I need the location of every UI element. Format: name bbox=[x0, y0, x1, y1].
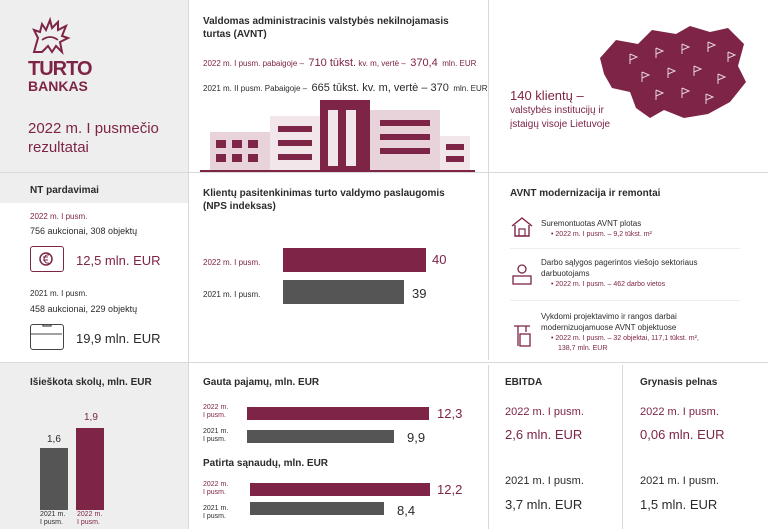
income-value-2021: 9,9 bbox=[407, 430, 426, 445]
nps-value-2021: 39 bbox=[412, 286, 427, 301]
worker-desk-icon bbox=[510, 262, 534, 286]
income-label-2021-line1: 2021 m. bbox=[203, 428, 229, 435]
mod-item1-bullet: • 2022 m. I pusm. – 9,2 tūkst. m² bbox=[551, 231, 652, 238]
net-profit-p1-label: 2022 m. I pusm. bbox=[640, 406, 719, 418]
income-label-2022-line2: I pusm. bbox=[203, 412, 226, 419]
debt-value-2022: 1,9 bbox=[84, 412, 98, 423]
clients-desc-line1: valstybės institucijų ir bbox=[510, 105, 604, 116]
expenses-label-2021-line1: 2021 m. bbox=[203, 505, 229, 512]
income-title: Gauta pajamų, mln. EUR bbox=[203, 377, 320, 388]
net-profit-p2-label: 2021 m. I pusm. bbox=[640, 475, 719, 487]
ebitda-p1-value: 2,6 mln. EUR bbox=[505, 427, 583, 442]
brand-panel bbox=[0, 0, 188, 172]
debt-label-2021-line1: 2021 m. bbox=[40, 511, 66, 518]
mod-item1-bullet-text: 2022 m. I pusm. – 9,2 tūkst. m² bbox=[555, 231, 652, 238]
mod-item2-heading-line2: darbuotojams bbox=[541, 269, 590, 278]
ebitda-p1-label: 2022 m. I pusm. bbox=[505, 406, 584, 418]
avnt-line-2021 bbox=[203, 78, 488, 96]
report-title-line2: rezultatai bbox=[28, 139, 89, 156]
logo-text-bottom: BANKAS bbox=[28, 78, 88, 94]
debt-bar-2021 bbox=[40, 448, 68, 510]
mod-item3-heading-line1: Vykdomi projektavimo ir rangos darbai bbox=[541, 312, 677, 321]
expenses-label-2021-line2: I pusm. bbox=[203, 513, 226, 520]
building-illustration-icon bbox=[200, 96, 475, 172]
avnt-line-2022 bbox=[203, 53, 476, 71]
avnt-2022-prefix: 2022 m. I pusm. pabaigoje – bbox=[203, 59, 304, 68]
income-label-2022-line1: 2022 m. bbox=[203, 404, 229, 411]
nt-sales-title: NT pardavimai bbox=[30, 185, 99, 196]
nt-sales-p1-label: 2022 m. I pusm. bbox=[30, 212, 88, 221]
net-profit-p1-value: 0,06 mln. EUR bbox=[640, 427, 725, 442]
income-label-2021-line2: I pusm. bbox=[203, 436, 226, 443]
income-bar-2022 bbox=[247, 407, 429, 420]
net-profit-p2-value: 1,5 mln. EUR bbox=[640, 497, 718, 512]
clients-count: 140 klientų – bbox=[510, 88, 584, 103]
divider bbox=[188, 0, 189, 529]
mod-item3-bullet-line2: 138,7 mln. EUR bbox=[558, 345, 608, 352]
mod-item3-heading-line2: modernizuojamuose AVNT objektuose bbox=[541, 323, 677, 332]
nt-sales-p1-value: 12,5 mln. EUR bbox=[76, 253, 161, 268]
crane-building-icon bbox=[510, 322, 534, 348]
expenses-value-2022: 12,2 bbox=[437, 482, 463, 497]
expenses-title: Patirta sąnaudų, mln. EUR bbox=[203, 458, 329, 469]
briefcase-icon bbox=[30, 324, 64, 350]
avnt-title-line2: turtas (AVNT) bbox=[203, 29, 267, 40]
debt-label-2022-line1: 2022 m. bbox=[77, 511, 103, 518]
nt-sales-p2-detail: 458 aukcionai, 229 objektų bbox=[30, 304, 138, 314]
avnt-2021-area: 665 tūkst. kv. m, vertė – 370 bbox=[311, 82, 449, 94]
ebitda-title: EBITDA bbox=[505, 377, 543, 388]
avnt-title-line1: Valdomas administracinis valstybės nekilnojamasis bbox=[203, 16, 449, 27]
nt-sales-p1-detail: 756 aukcionai, 308 objektų bbox=[30, 226, 138, 236]
griffin-logo-icon bbox=[28, 14, 72, 56]
nt-sales-p2-label: 2021 m. I pusm. bbox=[30, 289, 88, 298]
divider bbox=[488, 365, 489, 529]
mod-item3-bullet-line1: 2022 m. I pusm. – 32 objektai, 117,1 tūkst. m², bbox=[555, 335, 699, 342]
avnt-2022-value: 370,4 bbox=[410, 57, 438, 69]
nps-value-2022: 40 bbox=[432, 252, 447, 267]
expenses-value-2021: 8,4 bbox=[397, 503, 416, 518]
divider bbox=[488, 0, 489, 360]
debt-value-2021: 1,6 bbox=[47, 434, 61, 445]
divider bbox=[510, 248, 740, 249]
nps-title-line2: (NPS indeksas) bbox=[203, 201, 276, 212]
mod-item3-bullet: • 2022 m. I pusm. – 32 objektai, 117,1 tūkst. m², bbox=[551, 335, 699, 342]
expenses-label-2022-line1: 2022 m. bbox=[203, 481, 229, 488]
divider bbox=[622, 365, 623, 529]
expenses-label-2022-line2: I pusm. bbox=[203, 489, 226, 496]
mod-item2-bullet: • 2022 m. I pusm. – 462 darbo vietos bbox=[551, 281, 666, 288]
ebitda-p2-label: 2021 m. I pusm. bbox=[505, 475, 584, 487]
nps-bar-2021 bbox=[283, 280, 404, 304]
expenses-bar-2022 bbox=[250, 483, 430, 496]
nps-row-label: 2022 m. I pusm. bbox=[203, 258, 261, 267]
avnt-2021-prefix: 2021 m. II pusm. Pabaigoje – bbox=[203, 84, 308, 93]
clients-desc-line2: įstaigų visoje Lietuvoje bbox=[510, 119, 611, 130]
briefcase-euro-icon bbox=[30, 246, 64, 272]
nps-bar-2022 bbox=[283, 248, 426, 272]
report-title-line1: 2022 m. I pusmečio bbox=[28, 120, 159, 137]
nt-sales-p2-value: 19,9 mln. EUR bbox=[76, 331, 161, 346]
lithuania-map-icon bbox=[590, 18, 750, 126]
modernization-title: AVNT modernizacija ir remontai bbox=[510, 188, 661, 199]
nps-row-label: 2021 m. I pusm. bbox=[203, 290, 261, 299]
ebitda-p2-value: 3,7 mln. EUR bbox=[505, 497, 583, 512]
income-bar-2021 bbox=[247, 430, 394, 443]
mod-item2-heading-line1: Darbo sąlygos pagerintos viešojo sektoriaus bbox=[541, 258, 698, 267]
avnt-2022-unit: kv. m, vertė – bbox=[356, 59, 406, 68]
nps-title-line1: Klientų pasitenkinimas turto valdymo paslaugomis bbox=[203, 188, 445, 199]
logo-text-top: TURTO bbox=[28, 58, 92, 80]
mod-item1-heading: Suremontuotas AVNT plotas bbox=[541, 219, 642, 228]
avnt-2022-area: 710 tūkst. bbox=[308, 57, 357, 69]
house-icon bbox=[510, 216, 534, 238]
avnt-2021-suffix: mln. EUR bbox=[453, 84, 488, 93]
avnt-2022-suffix: mln. EUR bbox=[442, 59, 477, 68]
divider bbox=[510, 300, 740, 301]
mod-item2-bullet-text: 2022 m. I pusm. – 462 darbo vietos bbox=[555, 281, 666, 288]
net-profit-title: Grynasis pelnas bbox=[640, 377, 718, 388]
debt-label-2022-line2: I pusm. bbox=[77, 519, 100, 526]
expenses-bar-2021 bbox=[250, 502, 384, 515]
debt-label-2021-line2: I pusm. bbox=[40, 519, 63, 526]
debt-bar-2022 bbox=[76, 428, 104, 510]
debt-title: Išieškota skolų, mln. EUR bbox=[30, 377, 152, 388]
income-value-2022: 12,3 bbox=[437, 406, 463, 421]
